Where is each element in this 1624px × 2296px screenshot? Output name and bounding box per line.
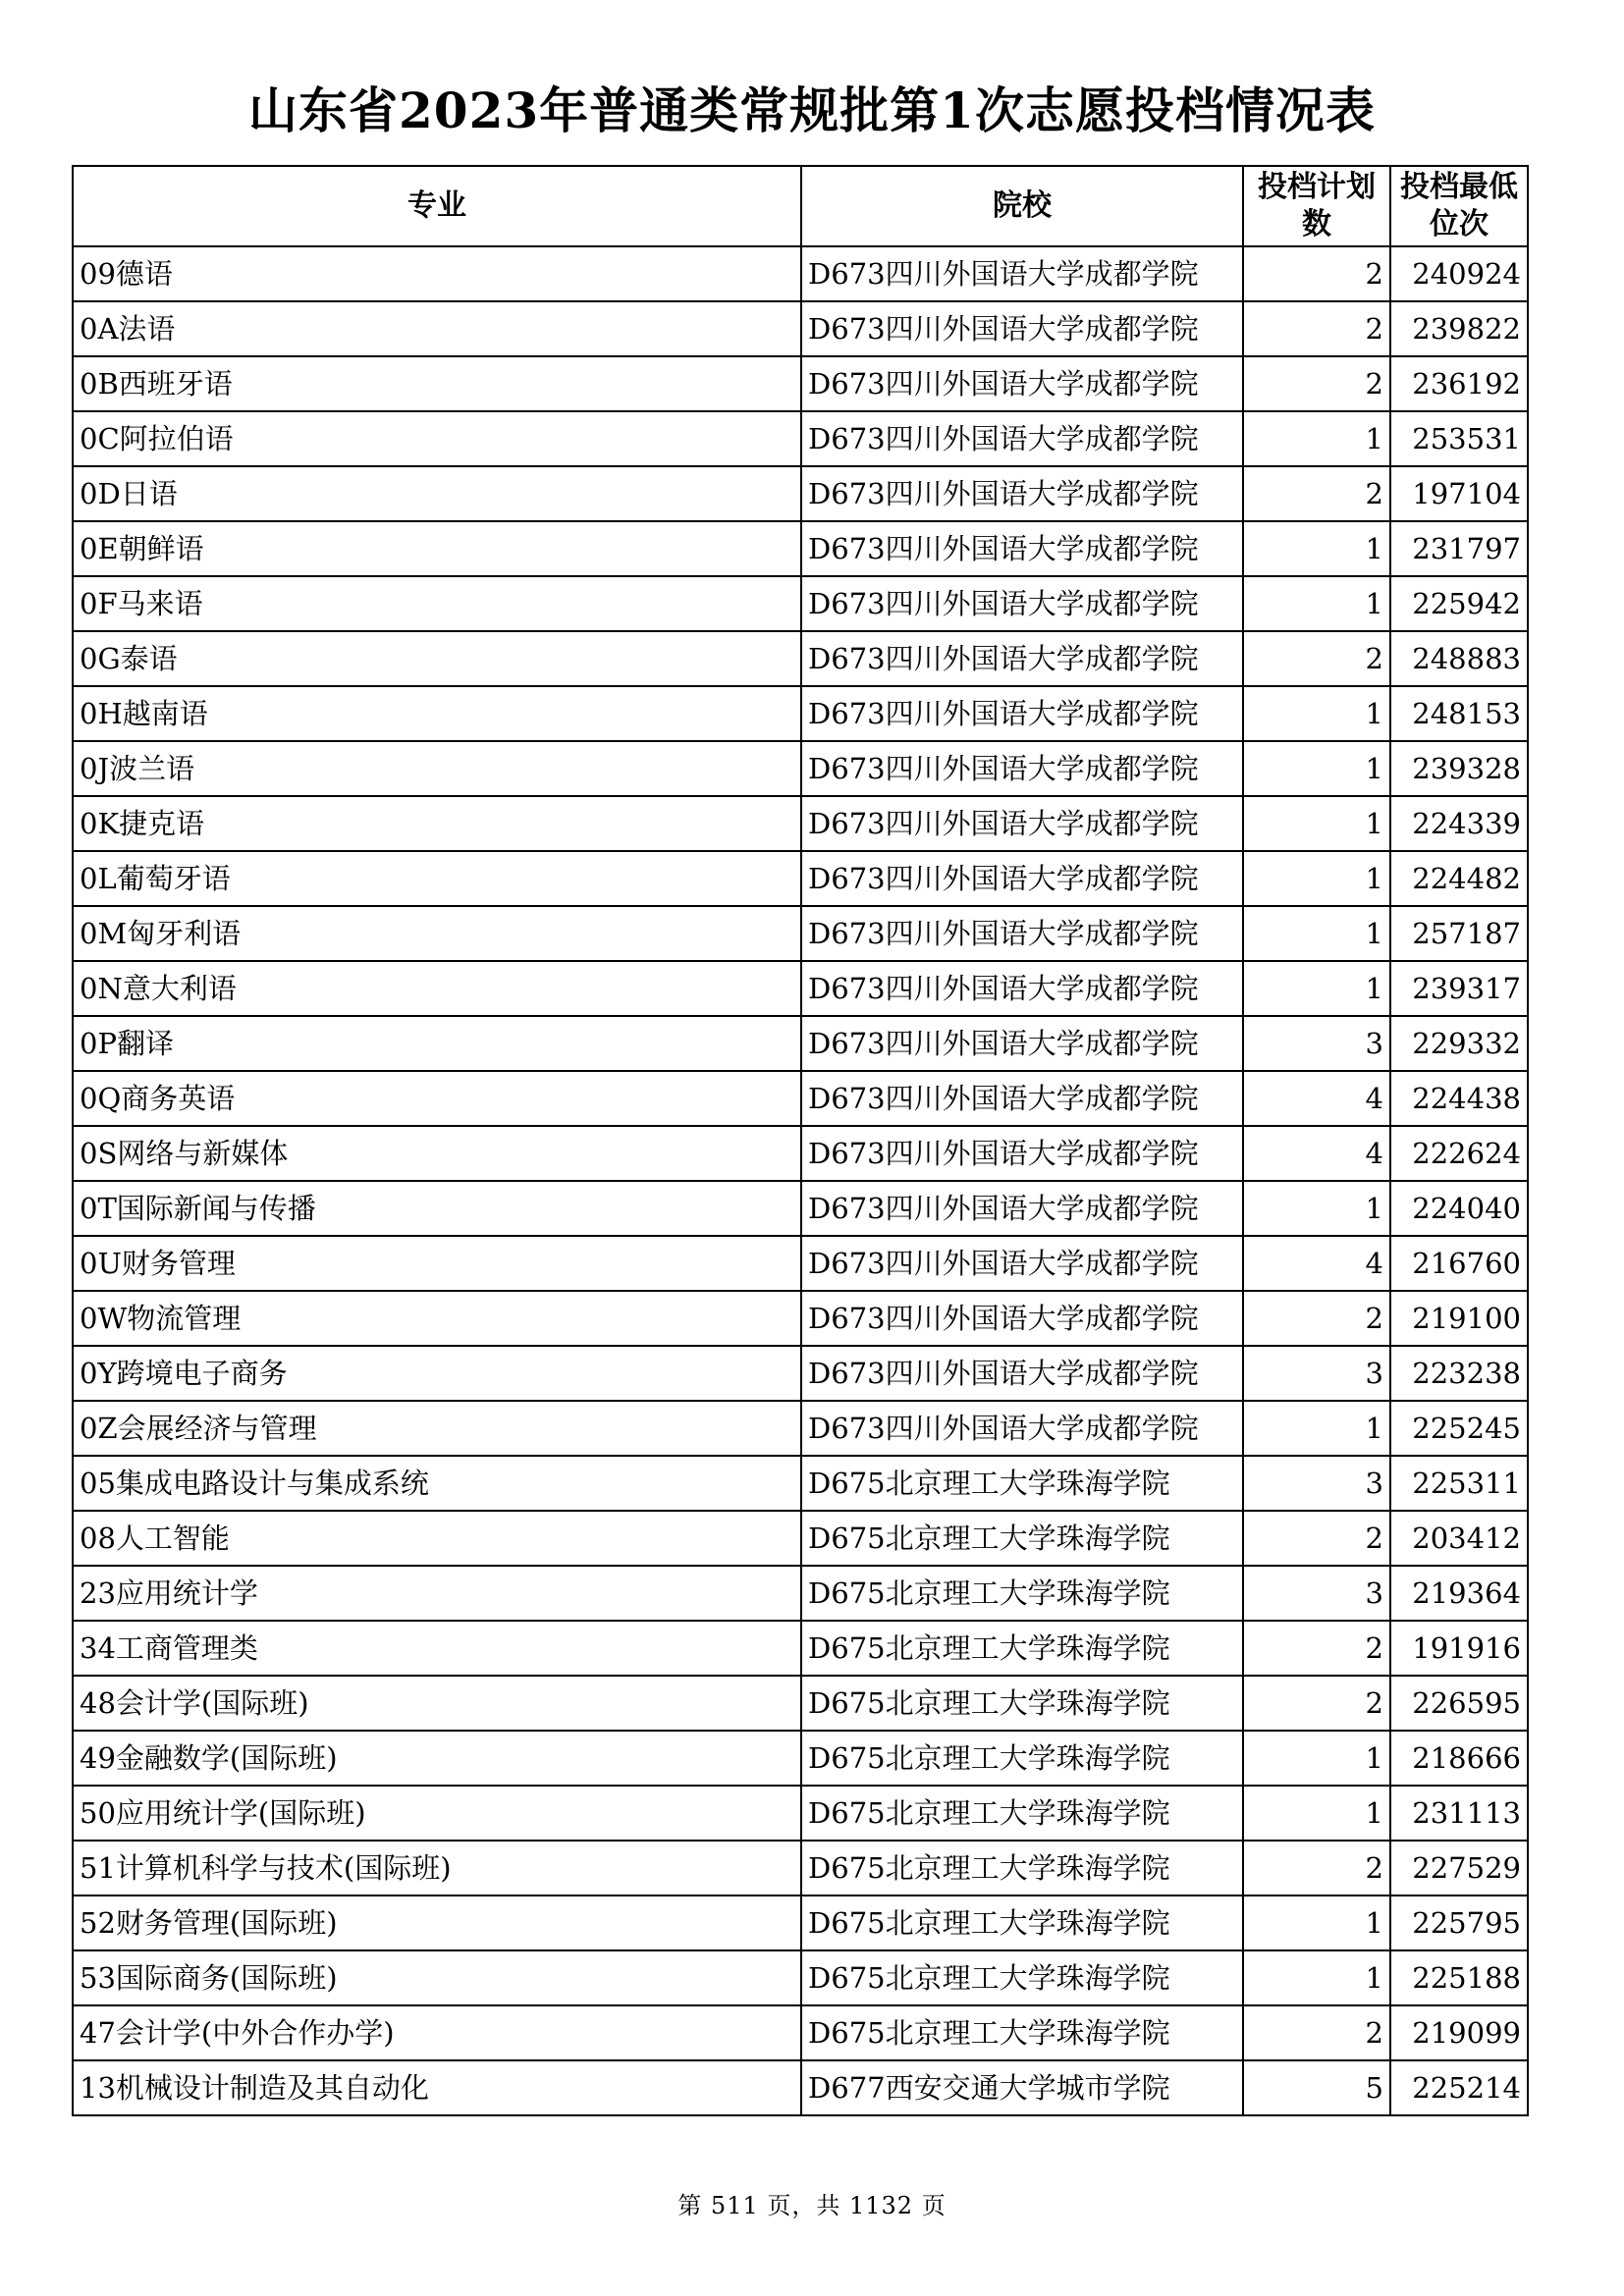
cell-rank: 218666 <box>1390 1731 1528 1786</box>
cell-plan: 1 <box>1243 1896 1390 1950</box>
table-row <box>73 466 1528 521</box>
table-row <box>73 741 1528 796</box>
table-row <box>73 1236 1528 1291</box>
cell-plan: 3 <box>1243 1566 1390 1621</box>
cell-plan: 4 <box>1243 1071 1390 1126</box>
cell-rank: 231113 <box>1390 1786 1528 1841</box>
cell-plan: 2 <box>1243 301 1390 356</box>
cell-rank: 225188 <box>1390 1950 1528 2005</box>
cell-major: 0F马来语 <box>73 576 801 631</box>
cell-major: 50应用统计学(国际班) <box>73 1786 801 1841</box>
cell-rank: 224438 <box>1390 1071 1528 1126</box>
header-major: 专业 <box>73 166 801 246</box>
cell-rank: 240924 <box>1390 246 1528 301</box>
cell-plan: 1 <box>1243 576 1390 631</box>
cell-school: D675北京理工大学珠海学院 <box>801 1841 1243 1896</box>
table-row <box>73 1126 1528 1181</box>
cell-major: 47会计学(中外合作办学) <box>73 2005 801 2060</box>
cell-school: D673四川外国语大学成都学院 <box>801 796 1243 851</box>
cell-plan: 1 <box>1243 1181 1390 1236</box>
cell-major: 52财务管理(国际班) <box>73 1896 801 1950</box>
cell-school: D673四川外国语大学成都学院 <box>801 411 1243 466</box>
cell-school: D675北京理工大学珠海学院 <box>801 1511 1243 1566</box>
cell-school: D673四川外国语大学成都学院 <box>801 906 1243 961</box>
cell-plan: 4 <box>1243 1236 1390 1291</box>
cell-rank: 239328 <box>1390 741 1528 796</box>
cell-plan: 1 <box>1243 411 1390 466</box>
table-row <box>73 301 1528 356</box>
cell-major: 0K捷克语 <box>73 796 801 851</box>
cell-school: D673四川外国语大学成都学院 <box>801 851 1243 906</box>
cell-plan: 1 <box>1243 1401 1390 1456</box>
cell-plan: 4 <box>1243 1126 1390 1181</box>
cell-major: 0G泰语 <box>73 631 801 686</box>
cell-major: 53国际商务(国际班) <box>73 1950 801 2005</box>
table-row <box>73 1346 1528 1401</box>
cell-school: D673四川外国语大学成都学院 <box>801 631 1243 686</box>
table-row <box>73 411 1528 466</box>
cell-school: D675北京理工大学珠海学院 <box>801 1456 1243 1511</box>
table-row <box>73 1181 1528 1236</box>
cell-rank: 225942 <box>1390 576 1528 631</box>
cell-major: 0W物流管理 <box>73 1291 801 1346</box>
cell-plan: 1 <box>1243 686 1390 741</box>
cell-rank: 225311 <box>1390 1456 1528 1511</box>
table-row <box>73 1841 1528 1896</box>
table-row <box>73 1511 1528 1566</box>
cell-rank: 203412 <box>1390 1511 1528 1566</box>
cell-rank: 225245 <box>1390 1401 1528 1456</box>
cell-rank: 224339 <box>1390 796 1528 851</box>
table-row <box>73 356 1528 411</box>
cell-rank: 219100 <box>1390 1291 1528 1346</box>
cell-plan: 3 <box>1243 1346 1390 1401</box>
cell-plan: 5 <box>1243 2060 1390 2115</box>
cell-school: D673四川外国语大学成都学院 <box>801 521 1243 576</box>
cell-major: 0Y跨境电子商务 <box>73 1346 801 1401</box>
cell-major: 05集成电路设计与集成系统 <box>73 1456 801 1511</box>
cell-rank: 229332 <box>1390 1016 1528 1071</box>
table-row <box>73 906 1528 961</box>
cell-major: 0S网络与新媒体 <box>73 1126 801 1181</box>
cell-plan: 3 <box>1243 1456 1390 1511</box>
cell-rank: 219099 <box>1390 2005 1528 2060</box>
cell-plan: 2 <box>1243 1291 1390 1346</box>
table-row <box>73 1896 1528 1950</box>
cell-school: D673四川外国语大学成都学院 <box>801 1236 1243 1291</box>
cell-rank: 239822 <box>1390 301 1528 356</box>
cell-school: D675北京理工大学珠海学院 <box>801 1621 1243 1676</box>
cell-major: 0L葡萄牙语 <box>73 851 801 906</box>
cell-plan: 1 <box>1243 961 1390 1016</box>
cell-school: D673四川外国语大学成都学院 <box>801 1346 1243 1401</box>
cell-major: 48会计学(国际班) <box>73 1676 801 1731</box>
cell-school: D675北京理工大学珠海学院 <box>801 2005 1243 2060</box>
cell-school: D673四川外国语大学成都学院 <box>801 686 1243 741</box>
cell-major: 0J波兰语 <box>73 741 801 796</box>
table-header-row <box>73 166 1528 246</box>
table-body <box>73 246 1528 2115</box>
cell-major: 0B西班牙语 <box>73 356 801 411</box>
page-title: 山东省2023年普通类常规批第1次志愿投档情况表 <box>248 81 1376 139</box>
cell-rank: 219364 <box>1390 1566 1528 1621</box>
cell-plan: 1 <box>1243 906 1390 961</box>
cell-school: D675北京理工大学珠海学院 <box>801 1950 1243 2005</box>
cell-rank: 226595 <box>1390 1676 1528 1731</box>
cell-rank: 191916 <box>1390 1621 1528 1676</box>
cell-school: D673四川外国语大学成都学院 <box>801 246 1243 301</box>
cell-rank: 231797 <box>1390 521 1528 576</box>
cell-school: D673四川外国语大学成都学院 <box>801 356 1243 411</box>
cell-school: D673四川外国语大学成都学院 <box>801 576 1243 631</box>
cell-plan: 3 <box>1243 1016 1390 1071</box>
cell-rank: 225795 <box>1390 1896 1528 1950</box>
table-row <box>73 2005 1528 2060</box>
table-row <box>73 1401 1528 1456</box>
table-row <box>73 576 1528 631</box>
cell-school: D673四川外国语大学成都学院 <box>801 1071 1243 1126</box>
cell-plan: 1 <box>1243 1950 1390 2005</box>
cell-rank: 224482 <box>1390 851 1528 906</box>
cell-plan: 2 <box>1243 246 1390 301</box>
table-row <box>73 1456 1528 1511</box>
cell-rank: 253531 <box>1390 411 1528 466</box>
cell-major: 0H越南语 <box>73 686 801 741</box>
cell-school: D673四川外国语大学成都学院 <box>801 301 1243 356</box>
cell-major: 0Z会展经济与管理 <box>73 1401 801 1456</box>
cell-major: 0T国际新闻与传播 <box>73 1181 801 1236</box>
cell-rank: 227529 <box>1390 1841 1528 1896</box>
table-row <box>73 1621 1528 1676</box>
cell-school: D675北京理工大学珠海学院 <box>801 1896 1243 1950</box>
table-row <box>73 1676 1528 1731</box>
cell-school: D673四川外国语大学成都学院 <box>801 1401 1243 1456</box>
cell-rank: 239317 <box>1390 961 1528 1016</box>
cell-plan: 1 <box>1243 796 1390 851</box>
cell-major: 0N意大利语 <box>73 961 801 1016</box>
table-row <box>73 686 1528 741</box>
cell-plan: 1 <box>1243 521 1390 576</box>
cell-plan: 1 <box>1243 1731 1390 1786</box>
cell-plan: 1 <box>1243 1786 1390 1841</box>
cell-school: D673四川外国语大学成都学院 <box>801 1291 1243 1346</box>
table-row <box>73 1016 1528 1071</box>
cell-plan: 1 <box>1243 741 1390 796</box>
cell-plan: 2 <box>1243 1841 1390 1896</box>
cell-major: 0M匈牙利语 <box>73 906 801 961</box>
table-row <box>73 1566 1528 1621</box>
cell-major: 0U财务管理 <box>73 1236 801 1291</box>
cell-major: 0D日语 <box>73 466 801 521</box>
cell-major: 51计算机科学与技术(国际班) <box>73 1841 801 1896</box>
cell-rank: 216760 <box>1390 1236 1528 1291</box>
cell-plan: 2 <box>1243 1621 1390 1676</box>
table-row <box>73 246 1528 301</box>
cell-school: D673四川外国语大学成都学院 <box>801 1016 1243 1071</box>
header-rank: 投档最低位次 <box>1390 166 1528 246</box>
cell-school: D673四川外国语大学成都学院 <box>801 1126 1243 1181</box>
cell-major: 08人工智能 <box>73 1511 801 1566</box>
cell-rank: 222624 <box>1390 1126 1528 1181</box>
page-footer: 第 511 页，共 1132 页 <box>677 2192 947 2219</box>
header-plan: 投档计划数 <box>1243 166 1390 246</box>
cell-major: 0Q商务英语 <box>73 1071 801 1126</box>
cell-major: 0E朝鲜语 <box>73 521 801 576</box>
cell-major: 0P翻译 <box>73 1016 801 1071</box>
cell-plan: 2 <box>1243 1676 1390 1731</box>
table-row <box>73 1071 1528 1126</box>
cell-major: 0C阿拉伯语 <box>73 411 801 466</box>
cell-school: D675北京理工大学珠海学院 <box>801 1676 1243 1731</box>
cell-major: 34工商管理类 <box>73 1621 801 1676</box>
cell-school: D675北京理工大学珠海学院 <box>801 1566 1243 1621</box>
cell-rank: 223238 <box>1390 1346 1528 1401</box>
table-row <box>73 1950 1528 2005</box>
cell-plan: 2 <box>1243 356 1390 411</box>
cell-school: D675北京理工大学珠海学院 <box>801 1786 1243 1841</box>
cell-school: D677西安交通大学城市学院 <box>801 2060 1243 2115</box>
table-row <box>73 851 1528 906</box>
table-row <box>73 1731 1528 1786</box>
cell-school: D675北京理工大学珠海学院 <box>801 1731 1243 1786</box>
cell-school: D673四川外国语大学成都学院 <box>801 961 1243 1016</box>
cell-major: 09德语 <box>73 246 801 301</box>
cell-school: D673四川外国语大学成都学院 <box>801 466 1243 521</box>
cell-rank: 236192 <box>1390 356 1528 411</box>
table-row <box>73 631 1528 686</box>
table-row <box>73 521 1528 576</box>
cell-major: 13机械设计制造及其自动化 <box>73 2060 801 2115</box>
cell-school: D673四川外国语大学成都学院 <box>801 741 1243 796</box>
cell-plan: 2 <box>1243 631 1390 686</box>
table-row <box>73 2060 1528 2115</box>
table-row <box>73 1291 1528 1346</box>
cell-rank: 197104 <box>1390 466 1528 521</box>
cell-rank: 257187 <box>1390 906 1528 961</box>
cell-major: 0A法语 <box>73 301 801 356</box>
cell-rank: 225214 <box>1390 2060 1528 2115</box>
admissions-table <box>72 165 1529 2116</box>
cell-major: 49金融数学(国际班) <box>73 1731 801 1786</box>
cell-rank: 248153 <box>1390 686 1528 741</box>
cell-plan: 2 <box>1243 1511 1390 1566</box>
table-row <box>73 961 1528 1016</box>
cell-rank: 224040 <box>1390 1181 1528 1236</box>
cell-rank: 248883 <box>1390 631 1528 686</box>
cell-major: 23应用统计学 <box>73 1566 801 1621</box>
table-row <box>73 796 1528 851</box>
cell-plan: 2 <box>1243 2005 1390 2060</box>
header-school: 院校 <box>801 166 1243 246</box>
table-row <box>73 1786 1528 1841</box>
cell-plan: 2 <box>1243 466 1390 521</box>
cell-plan: 1 <box>1243 851 1390 906</box>
cell-school: D673四川外国语大学成都学院 <box>801 1181 1243 1236</box>
